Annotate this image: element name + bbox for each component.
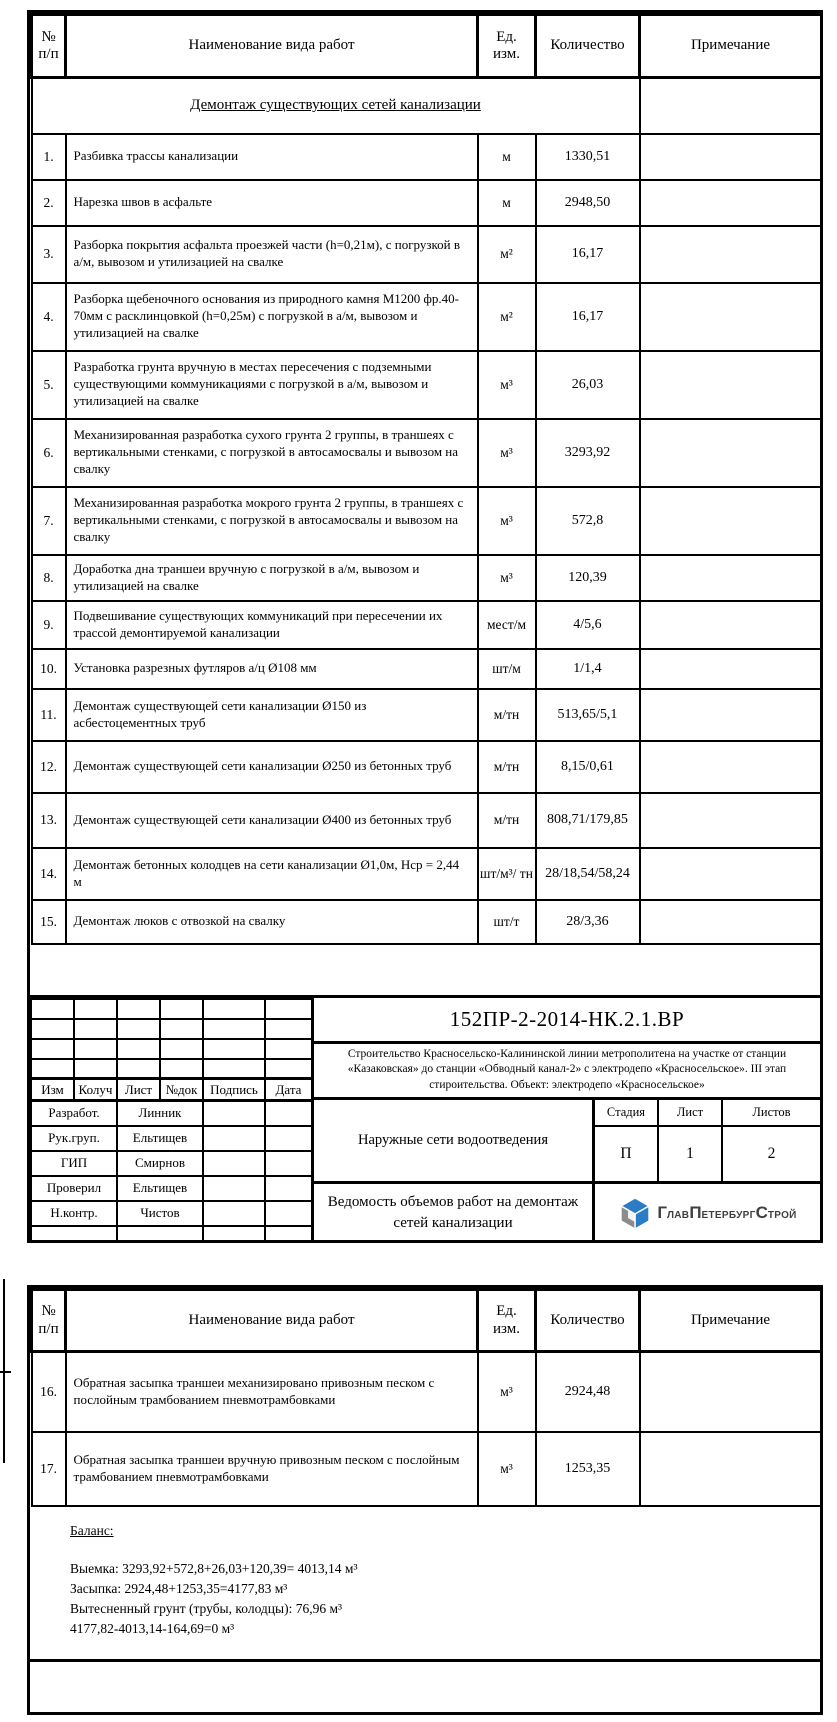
balance-line: Засыпка: 2924,48+1253,35=4177,83 м³ [70,1580,288,1596]
signer-empty-row [31,1226,312,1241]
cell-qty: 28/18,54/58,24 [536,848,640,900]
signer-signature-cell [203,1151,265,1176]
cell-qty: 1253,35 [536,1432,640,1506]
cell-num: 14. [32,848,66,900]
works-rows-page2 [32,1352,822,1506]
col-header-qty: Количество [536,15,640,78]
signer-row [31,1126,312,1151]
col-header-note: Примечание [640,1290,822,1352]
cell-name: Демонтаж существующей сети канализации Ø150 из асбестоцементных труб [66,689,478,741]
cell-qty: 4/5,6 [536,601,640,649]
project-description: Строительство Красносельско-Калининской линии метрополитена на участке от станции «Казаковская» до станции «Обводный канал-2» с электродепо «Красносельское». III этап стироительства. Объект: электродепо «Красносельское» [314,1044,820,1100]
stage-value: П [620,1144,632,1162]
cell-note [640,555,822,601]
signer-role: Рук.груп. [31,1126,117,1151]
signer-signature-cell [203,1176,265,1201]
cell-num: 5. [32,351,66,419]
signer-role: Н.контр. [31,1201,117,1226]
cell-num: 1. [32,134,66,180]
sheets-value: 2 [721,1127,820,1181]
section-row [32,78,822,134]
cell-note [640,601,822,649]
signer-name: Чистов [117,1201,203,1226]
cell-unit: шт/м [478,649,536,689]
cell-note [640,689,822,741]
cell-note [640,649,822,689]
cell-note [640,351,822,419]
cell-name: Механизированная разработка сухого грунта 2 группы, в траншеях с вертикальными стенками, с погрузкой в автосамосвалы и вывозом на свалку [66,419,478,487]
cell-name: Подвешивание существующих коммуникаций при пересечении их трассой демонтируемой канализации [66,601,478,649]
col-header-name: Наименование вида работ [66,1290,478,1352]
table-row [32,555,822,601]
cell-num: 2. [32,180,66,226]
table-row [32,649,822,689]
object-title: Наружные сети водоотведения [314,1100,595,1181]
cell-unit: м³ [478,1352,536,1432]
cell-unit: м³ [478,1432,536,1506]
balance-lines [70,1559,810,1639]
glavpeterburgstroy-cube-icon [618,1196,652,1230]
signer-role: ГИП [31,1151,117,1176]
cell-num: 9. [32,601,66,649]
cell-name: Демонтаж существующей сети канализации Ø400 из бетонных труб [66,793,478,848]
table-row [32,419,822,487]
cell-num: 16. [32,1352,66,1432]
cell-unit: м³ [478,419,536,487]
cell-qty: 26,03 [536,351,640,419]
cell-name: Разборка покрытия асфальта проезжей части (h=0,21м), с погрузкой в а/м, вывозом и утилизацией на свалке [66,226,478,283]
balance-line: Вытесненный грунт (трубы, колодцы): 76,96 м³ [70,1600,343,1616]
works-rows-page1 [32,134,822,944]
cell-note [640,283,822,351]
cell-note [640,180,822,226]
cell-name: Механизированная разработка мокрого грунта 2 группы, в траншеях с вертикальными стенками, с погрузкой в автосамосвалы и вывозом на свалку [66,487,478,555]
company-logo [595,1184,820,1242]
cell-unit: шт/м³/ тн [478,848,536,900]
table-row [32,351,822,419]
cell-note [640,134,822,180]
col-header-name: Наименование вида работ [66,15,478,78]
cell-unit: мест/м [478,601,536,649]
cell-name: Установка разрезных футляров а/ц Ø108 мм [66,649,478,689]
revision-signature-grid [30,998,314,1242]
col-header-unit: Ед. изм. [478,1290,536,1352]
cell-name: Нарезка швов в асфальте [66,180,478,226]
cell-num: 15. [32,900,66,944]
cell-unit: м³ [478,351,536,419]
rev-header-nodoc: №док [160,1079,203,1101]
cell-num: 8. [32,555,66,601]
cell-unit: м [478,180,536,226]
table-row [32,487,822,555]
rev-header-list: Лист [117,1079,160,1101]
sheet2-bottom-strip [30,1659,820,1722]
col-header-unit: Ед. изм. [478,15,536,78]
rev-header-podpis: Подпись [203,1079,265,1101]
table-row [32,1352,822,1432]
col-header-num: № п/п [32,1290,66,1352]
signer-signature-cell [203,1201,265,1226]
company-logo-text: ГЛАВПЕТЕРБУРГСТРОЙ [657,1202,797,1222]
cell-unit: м/тн [478,793,536,848]
revision-empty-row [31,1039,312,1059]
rev-header-izm: Изм [31,1079,74,1101]
cell-note [640,1432,822,1506]
signer-role: Разработ. [31,1101,117,1126]
cell-unit: м [478,134,536,180]
cell-unit: м² [478,283,536,351]
cell-num: 10. [32,649,66,689]
cell-note [640,793,822,848]
signer-name: Ельтищев [117,1176,203,1201]
balance-section [30,1507,820,1659]
table-row [32,900,822,944]
cell-qty: 2948,50 [536,180,640,226]
sheets-label: Листов [721,1100,820,1127]
signer-name: Ельтищев [117,1126,203,1151]
stage-label: Стадия [595,1100,657,1127]
cell-qty: 16,17 [536,283,640,351]
works-table-page1 [30,13,823,945]
cell-num: 17. [32,1432,66,1506]
cell-unit: м/тн [478,741,536,793]
revision-empty-row [31,1019,312,1039]
sheet-1 [27,10,823,1243]
stage-sheet-grid [595,1100,820,1181]
signer-row [31,1151,312,1176]
sheet-2 [27,1285,823,1715]
cell-note [640,226,822,283]
sheet1-empty-area [30,945,820,995]
balance-line: 4177,82-4013,14-164,69=0 м³ [70,1620,235,1636]
title-block [30,995,820,1242]
cell-name: Обратная засыпка траншеи механизировано привозным песком с послойным трамбованием пневмотрамбовками [66,1352,478,1432]
document-title: Ведомость объемов работ на демонтаж сетей канализации [314,1184,595,1242]
cell-name: Обратная засыпка траншеи вручную привозным песком с послойным трамбованием пневмотрамбовками [66,1432,478,1506]
table-row [32,283,822,351]
section-note-cell [640,78,822,134]
cell-qty: 1330,51 [536,134,640,180]
cell-qty: 808,71/179,85 [536,793,640,848]
table-header-row [32,1290,822,1352]
cell-num: 13. [32,793,66,848]
cell-qty: 3293,92 [536,419,640,487]
cell-qty: 16,17 [536,226,640,283]
sheet-label: Лист [657,1100,721,1127]
rev-header-koluch: Колуч [74,1079,117,1101]
cell-num: 7. [32,487,66,555]
cell-note [640,487,822,555]
signer-signature-cell [203,1101,265,1126]
section-title: Демонтаж существующих сетей канализации [190,97,481,114]
cell-num: 6. [32,419,66,487]
table-row [32,180,822,226]
table-row [32,601,822,649]
title-block-right [314,998,820,1242]
cell-note [640,741,822,793]
revision-empty-row [31,1059,312,1079]
section-title-cell [32,78,640,134]
document-number: 152ПР-2-2014-НК.2.1.ВР [314,998,820,1044]
signer-row [31,1176,312,1201]
signer-row [31,1101,312,1126]
signer-row [31,1201,312,1226]
table-row [32,689,822,741]
signer-date-cell [265,1101,312,1126]
table-row [32,134,822,180]
cell-qty: 8,15/0,61 [536,741,640,793]
cell-qty: 513,65/5,1 [536,689,640,741]
balance-line: Выемка: 3293,92+572,8+26,03+120,39= 4013,14 м³ [70,1560,358,1576]
revision-header-row [31,1079,312,1101]
balance-title: Баланс: [70,1522,114,1538]
table-row [32,1432,822,1506]
cell-name: Разработка грунта вручную в местах пересечения с подземными существующими коммуникациями с погрузкой в а/м, вывозом и утилизацией на свалке [66,351,478,419]
signer-role: Проверил [31,1176,117,1201]
table-row [32,848,822,900]
cell-num: 11. [32,689,66,741]
table-row [32,226,822,283]
signer-name: Смирнов [117,1151,203,1176]
left-crop-mark-tick [0,1371,11,1373]
signer-name: Линник [117,1101,203,1126]
cell-unit: м³ [478,555,536,601]
col-header-qty: Количество [536,1290,640,1352]
col-header-note: Примечание [640,15,822,78]
cell-note [640,848,822,900]
cell-name: Демонтаж люков с отвозкой на свалку [66,900,478,944]
cell-qty: 2924,48 [536,1352,640,1432]
signer-date-cell [265,1176,312,1201]
signer-date-cell [265,1126,312,1151]
cell-note [640,900,822,944]
cell-name: Разборка щебеночного основания из природного камня М1200 фр.40-70мм с расклинцовкой (h=0,25м) с погрузкой в а/м, вывозом и утилизацией на свалке [66,283,478,351]
cell-qty: 120,39 [536,555,640,601]
cell-note [640,1352,822,1432]
signer-signature-cell [203,1126,265,1151]
revision-empty-row [31,999,312,1019]
cell-unit: м² [478,226,536,283]
cell-qty: 572,8 [536,487,640,555]
cell-unit: шт/т [478,900,536,944]
cell-qty: 1/1,4 [536,649,640,689]
rev-header-data: Дата [265,1079,312,1101]
cell-name: Демонтаж существующей сети канализации Ø250 из бетонных труб [66,741,478,793]
table-header-row [32,15,822,78]
cell-name: Доработка дна траншеи вручную с погрузкой в а/м, вывозом и утилизацией на свалке [66,555,478,601]
cell-name: Демонтаж бетонных колодцев на сети канализации Ø1,0м, Нср = 2,44 м [66,848,478,900]
cell-num: 4. [32,283,66,351]
table-row [32,793,822,848]
signer-date-cell [265,1201,312,1226]
sheet-value: 1 [657,1127,721,1181]
cell-unit: м/тн [478,689,536,741]
cell-note [640,419,822,487]
cell-unit: м³ [478,487,536,555]
cell-num: 12. [32,741,66,793]
table-row [32,741,822,793]
cell-num: 3. [32,226,66,283]
works-table-page2 [30,1288,823,1507]
cell-name: Разбивка трассы канализации [66,134,478,180]
signer-date-cell [265,1151,312,1176]
cell-qty: 28/3,36 [536,900,640,944]
col-header-num: № п/п [32,15,66,78]
